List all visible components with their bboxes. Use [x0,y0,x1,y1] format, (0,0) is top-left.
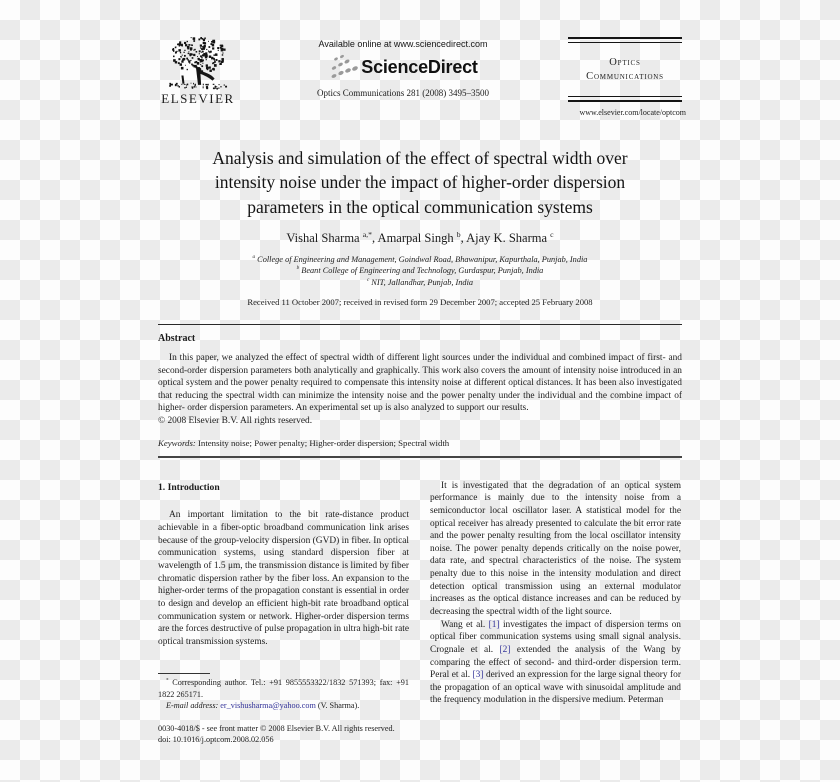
left-column [158,480,409,746]
elsevier-tree-icon [166,34,230,90]
citation-link-3[interactable]: [3] [472,670,484,681]
header-center [238,30,568,98]
received-dates-line: Received 11 October 2007; received in revised form 29 December 2007; accepted 25 February 2008 [247,297,593,308]
elsevier-wordmark: ELSEVIER [161,91,235,106]
locate-url[interactable]: www.elsevier.com/locate/optcom [579,108,686,118]
email-link[interactable]: er_vishusharma@yahoo.com [220,701,316,711]
abstract-top-rule [158,324,682,325]
right-column [430,480,681,746]
imprint-block [158,723,409,746]
sciencedirect-wordmark: ScienceDirect [361,56,478,77]
right-paragraph-1: It is investigated that the degradation of an optical system performance is mainly due to the intensity noise from a semiconductor local oscillator laser. A statistical model for the optical receiver has already presented to calculate the bit error rate and the power penalty resulting from the local oscillator intensity noise. The power penalty depends critically on the noise power, data rate, and spectral characteristics of the noise. The system penalty due to this noise in the intensity modulation and direct detection optical transmission using an external modulator increases as the optical distance increases and can be reduced by decreasing the spectral width of the light source. [430,480,681,617]
corresponding-author-note: * Corresponding author. Tel.: +91 9855553322/1832 571393; fax: +91 1822 265171. [158,677,409,699]
affiliation-line-c: $^c$ NIT, Jallandhar, Punjab, India [366,276,474,287]
article-title-line2: intensity noise under the impact of higher-order dispersion [214,172,626,193]
section-heading-introduction: 1. Introduction [158,481,220,493]
authors-line: Vishal Sharma $^{a,*}$, Amarpal Singh $^b$, Ajay K. Sharma $^c$ [286,229,554,245]
article-title-line1: Analysis and simulation of the effect of spectral width over [212,148,628,169]
journal-title-box [568,30,686,118]
issn-front-matter-line: 0030-4018/$ - see front matter © 2008 Elsevier B.V. All rights reserved. [158,723,395,733]
abstract-copyright-line: © 2008 Elsevier B.V. All rights reserved. [158,415,313,426]
introduction-paragraph: An important limitation to the bit rate-distance product achievable in a fiber-optic broadband communication link arises because of the group-velocity dispersion (GVD) in fiber. In optical communication systems, using standard dispersion fiber at wavelength of 1.5 μm, the transmission distance is limited by fiber chromatic dispersion rather by the fiber loss. An expansion to the higher-order terms of the propagation constant is essential in order to design and develop an efficient high-bit rate broadband optical communication system or network. Higher-order dispersion terms are the forces destructive of pulse propagation in ultra high-bit rate optical transmission systems. [158,510,409,647]
journal-page [158,30,686,746]
keywords-line: Keywords: Intensity noise; Power penalty; Higher-order dispersion; Spectral width [158,437,450,448]
citation-link-2[interactable]: [2] [499,644,511,655]
journal-reference: Optics Communications 281 (2008) 3495–3500 [317,88,489,98]
double-rule-bottom [568,96,682,102]
sciencedirect-logo [238,52,568,82]
journal-box-title-line2: Communications [586,71,664,83]
sciencedirect-dots-icon [328,54,358,80]
article-title [158,146,682,218]
elsevier-logo [158,30,238,107]
article-title-line3: parameters in the optical communication systems [247,196,593,217]
journal-box-title [568,43,682,96]
right-paragraph-2: Wang et al. [1] investigates the impact of dispersion terms on optical fiber communication systems using small signal analysis. Crognale et al. [2] extended the analysis of the Wang by comparing the effect of second- and third-order dispersion term. Peral et al. [3] derived an expression for the large signal theory for the propagation of an optical wave with sinusoidal amplitude and the frequency modulation in the dispersive medium. Peterman [430,619,681,706]
footnote-rule [158,673,210,674]
abstract-text: In this paper, we analyzed the effect of spectral width of different light sources under the individual and combined impact of first- and second-order dispersion parameters both analytically and graphically. This work also covers the amount of intensity noise introduced in an optical system and the power penalty required to compensate this intensity noise at different optical distances. It has been also investigated that reducing the spectral width can minimize the intensity noise and the power penalty under the individual and the combine impact of higher- order dispersion parameters. An experimental set up is also analyzed to support our results. [158,353,682,414]
affiliation-line-b: $^b$ Beant College of Engineering and Technology, Gurdaspur, Punjab, India [296,265,544,276]
journal-box-title-line1: Optics [609,57,641,68]
abstract-heading: Abstract [158,333,196,345]
page-header [158,30,686,118]
footnote-block [158,673,409,745]
citation-link-1[interactable]: [1] [488,619,500,630]
section-divider-rule [158,456,682,458]
content-columns [158,480,682,746]
affiliations [158,254,682,288]
affiliation-line-a: $^a$ College of Engineering and Management, Goindwal Road, Bhawanipur, Kapurthala, Punjab, India [252,254,588,264]
available-online-text: Available online at www.sciencedirect.com [318,39,488,49]
doi-line: doi: 10.1016/j.optcom.2008.02.056 [158,735,274,745]
email-address-line: E-mail address: er_vishusharma@yahoo.com (V. Sharma). [166,701,360,711]
